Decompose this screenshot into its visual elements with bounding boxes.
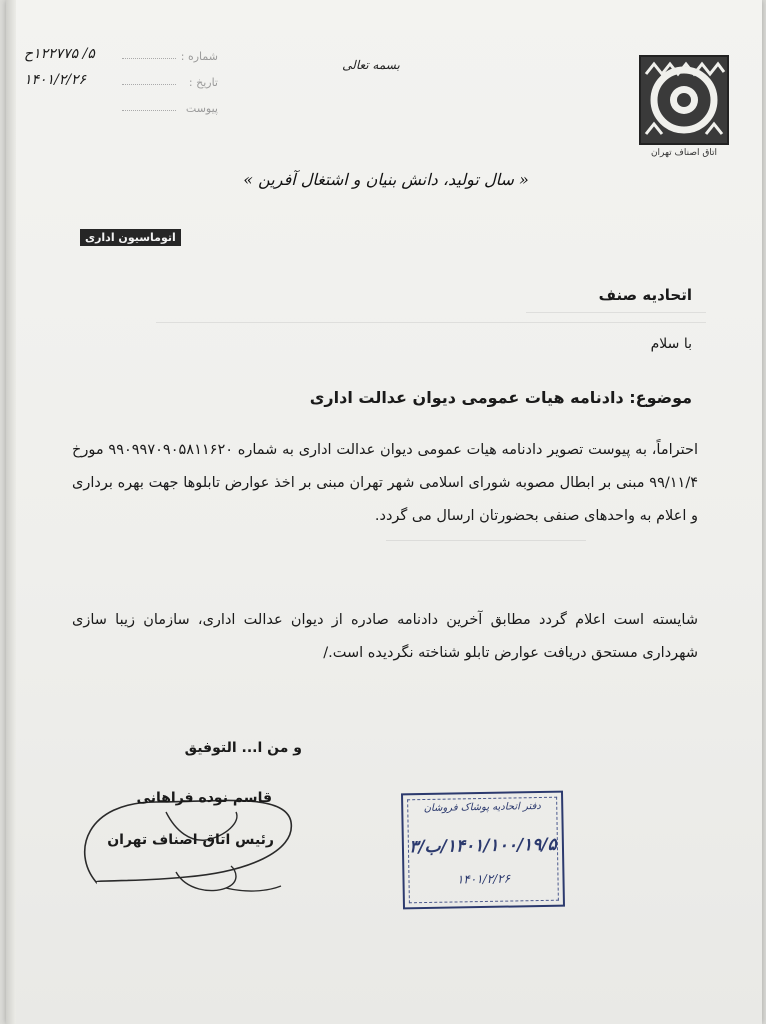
meta-dots — [122, 110, 176, 111]
stamp-title: دفتر اتحادیه پوشاک فروشان — [423, 800, 541, 815]
meta-number-value: ۵/ ۱۲۲۷۷۵ح — [24, 46, 95, 62]
meta-attachment-label: پیوست — [185, 102, 218, 115]
meta-date-label: تاریخ : — [188, 76, 218, 89]
meta-dots — [122, 84, 176, 85]
bleed-through-line — [386, 540, 586, 549]
greeting: با سلام — [650, 336, 692, 352]
stamp-number: ۱۴۰۱/۱۰۰/۱۹/۵/ب/۳ — [409, 834, 557, 858]
body-paragraph-2: شایسته است اعلام گردد مطابق آخرین دادنامه صادره از دیوان عدالت اداری، سازمان زیبا سازی شهرداری مستحق دریافت عوارض تابلو شناخته نگردیده است./ — [72, 612, 698, 661]
page-edge — [6, 0, 16, 1024]
meta-date-row — [24, 70, 234, 96]
meta-number-label: شماره : — [180, 50, 218, 63]
meta-date-value: ۱۴۰۱/۲/۲۶ — [24, 72, 87, 88]
meta-attachment-row — [24, 96, 234, 122]
registration-stamp — [401, 791, 565, 910]
logo-caption: اتاق اصناف تهران — [650, 148, 718, 158]
signer-title: رئیس اتاق اصناف تهران — [107, 832, 274, 848]
meta-dots — [122, 58, 176, 59]
automation-label: اتوماسیون اداری — [80, 229, 181, 246]
subject-line: موضوع: دادنامه هیات عمومی دیوان عدالت اداری — [309, 388, 692, 407]
recipient: اتحادیه صنف — [598, 286, 692, 304]
stamp-date: ۱۴۰۱/۲/۲۶ — [456, 871, 511, 887]
bismillah-heading: بسمه تعالی — [342, 58, 400, 72]
closing-phrase: و من ا... التوفیق — [184, 740, 302, 756]
signer-name: قاسم نوده فراهانی — [136, 790, 272, 806]
body-paragraph-1: احتراماً، به پیوست تصویر دادنامه هیات عمومی دیوان عدالت اداری به شماره ۹۹۰۹۹۷۰۹۰۵۸۱۱۶۲۰ مورخ ۹۹/۱۱/۴ مبنی بر ابطال مصوبه شورای اسلامی شهر تهران مبنی بر اخذ عوارض تابلوها جهت بهره برداری و اعلام به واحدهای صنفی بحضورتان ارسال می گردد. — [72, 442, 699, 524]
letter-meta — [24, 44, 234, 122]
bleed-through-line — [526, 312, 706, 321]
year-slogan: « سال تولید، دانش بنیان و اشتغال آفرین » — [243, 170, 529, 189]
letter-page — [6, 0, 762, 1024]
bleed-through-line — [156, 322, 706, 331]
meta-number-row — [24, 44, 234, 70]
